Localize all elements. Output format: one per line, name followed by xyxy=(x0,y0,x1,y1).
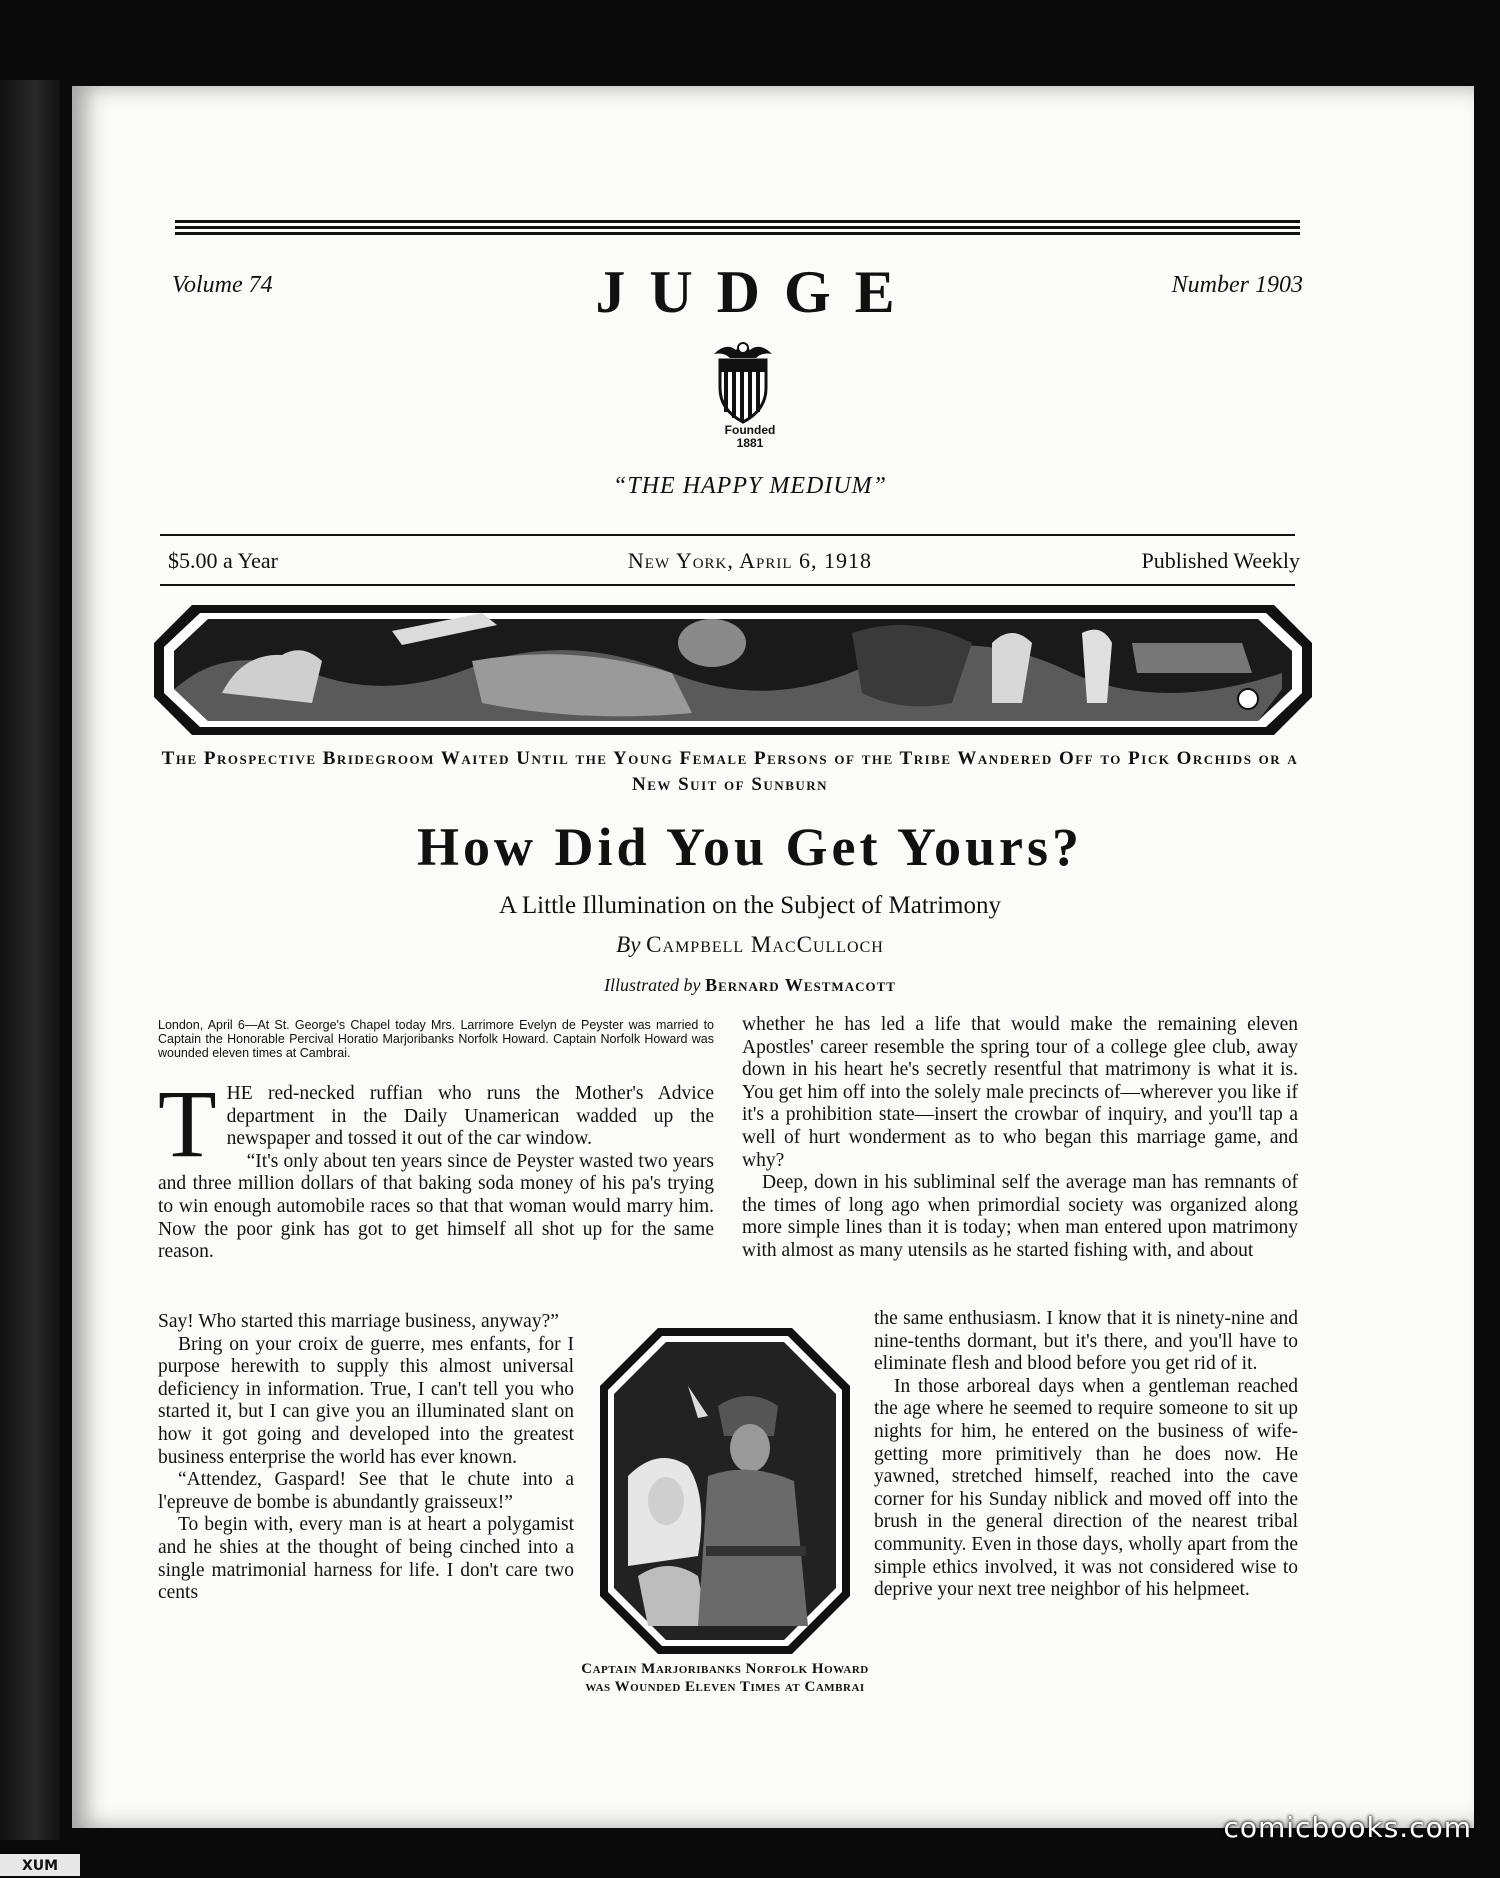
article-column-right-top xyxy=(742,1014,1298,1263)
illustrator-name: Bernard Westmacott xyxy=(705,975,896,995)
paragraph-second-end: Say! Who started this marriage business, anyway?” xyxy=(158,1311,559,1332)
publication-frequency: Published Weekly xyxy=(1141,548,1300,573)
subscription-price: $5.00 a Year xyxy=(168,548,278,573)
portrait-illustration xyxy=(598,1326,852,1656)
info-rule-top xyxy=(160,534,1295,536)
banner-caption: The Prospective Bridegroom Waited Until the Young Female Persons of the Tribe Wandered Off to Pick Orchids or a New Suit of Sunburn xyxy=(161,748,1299,795)
author-byline xyxy=(0,932,1500,958)
portrait-caption: Captain Marjoribanks Norfolk Howard was Wounded Eleven Times at Cambrai xyxy=(581,1661,869,1695)
paragraph-fifth xyxy=(158,1514,574,1604)
corner-tag: XUM xyxy=(0,1854,80,1876)
masthead-rules xyxy=(175,220,1300,238)
paragraph-right-third xyxy=(874,1376,1298,1602)
paragraph-fourth xyxy=(158,1469,574,1514)
paragraph-right-second xyxy=(742,1172,1298,1262)
paragraph-fifth-text: To begin with, every man is at heart a polygamist and he shies at the thought of being cinched into a single matrimonial harness for life. I don't care two cents xyxy=(158,1514,574,1604)
paragraph-right-second-text: Deep, down in his subliminal self the average man has remnants of the times of long ago when primordial society was organized along more simple lines than it is today; when man entered upon matrimony with almost as many utensils as he started fishing with, and about xyxy=(742,1172,1298,1261)
info-rule-bottom xyxy=(160,584,1295,586)
article-column-left-bottom xyxy=(158,1311,574,1605)
paragraph-right-second-end: the same enthusiasm. I know that it is ninety-nine and nine-tenths dormant, but it's there, and you'll have to eliminate flesh and blood before you get rid of it. xyxy=(874,1308,1298,1375)
founded-year: 1881 xyxy=(736,436,764,450)
paragraph-third xyxy=(158,1334,574,1470)
article-subheadline: A Little Illumination on the Subject of Matrimony xyxy=(498,892,1001,919)
founded-note xyxy=(0,424,1500,450)
founded-label: Founded xyxy=(724,423,776,437)
paragraph-fourth-text: “Attendez, Gaspard! See that le chute into a l'epreuve de bombe is abundantly graisseux!” xyxy=(158,1469,574,1513)
article-column-left-top xyxy=(158,1070,714,1264)
news-clip: London, April 6—At St. George's Chapel today Mrs. Larrimore Evelyn de Peyster was married to Captain the Honorable Percival Horatio Marjoribanks Norfolk Howard. Captain Norfolk Howard was wounded eleven times at Cambrai. xyxy=(158,1018,714,1060)
paragraph-third-text: Bring on your croix de guerre, mes enfants, for I purpose herewith to supply this almost universal deficiency in information. True, I can't tell you who started it, but I can give you an illuminated slant on how it got going and developed into the greatest business enterprise the world has ever known. xyxy=(158,1333,574,1468)
by-label: By xyxy=(616,932,641,957)
author-name: Campbell MacCulloch xyxy=(646,932,884,957)
article-headline: How Did You Get Yours? xyxy=(416,817,1084,877)
drop-cap: T xyxy=(158,1070,217,1177)
banner-illustration xyxy=(152,603,1314,737)
issue-number: Number 1903 xyxy=(1171,272,1303,298)
paragraph-right-first: whether he has led a life that would make the remaining eleven Apostles' career resemble the spring tour of a college glee club, away down in his heart he's secretly resentful that matrimony is what it is. You get him off into the solely male precincts of—wherever you like if it's a prohibition state—insert the crowbar of inquiry, and you'll tap a well of hurt wonderment as to who began this marriage game, and why? xyxy=(742,1014,1298,1171)
paragraph-second xyxy=(158,1151,714,1264)
paragraph-opening xyxy=(158,1070,714,1177)
site-watermark: comicbooks.com xyxy=(1223,1811,1472,1844)
illustrated-label: Illustrated by xyxy=(604,975,701,995)
paragraph-opening-text: HE red-necked ruffian who runs the Mother's Advice department in the Daily Unamerican wadded up the newspaper and tossed it out of the car window. xyxy=(226,1083,714,1150)
paragraph-right-third-text: In those arboreal days when a gentleman reached the age where he seemed to require someone to sit up nights for him, he entered on the business of wife-getting more primitively than he does now. He yawned, stretched himself, reached into the cave corner for his Sunday niblick and moved off into the brush in the general direction of the nearest tribal community. Even in those days, wholly apart from the simple ethics involved, it was not considered wise to deprive your next tree neighbor of his helpmeet. xyxy=(874,1375,1298,1601)
volume-label: Volume 74 xyxy=(172,272,273,298)
magazine-motto: “THE HAPPY MEDIUM” xyxy=(613,473,887,499)
eagle-shield-emblem xyxy=(712,338,774,424)
paragraph-second-text: “It's only about ten years since de Peyster wasted two years and three million dollars of that baking soda money of his pa's trying to win enough automobile races so that that woman would marry him. Now the poor gink has got to get himself all shot up for the same reason. xyxy=(158,1150,714,1263)
article-column-right-bottom xyxy=(874,1308,1298,1602)
issue-dateline: New York, April 6, 1918 xyxy=(627,548,873,573)
page-gutter xyxy=(0,80,60,1840)
illustrator-credit xyxy=(0,975,1500,996)
magazine-title: JUDGE xyxy=(595,259,919,325)
